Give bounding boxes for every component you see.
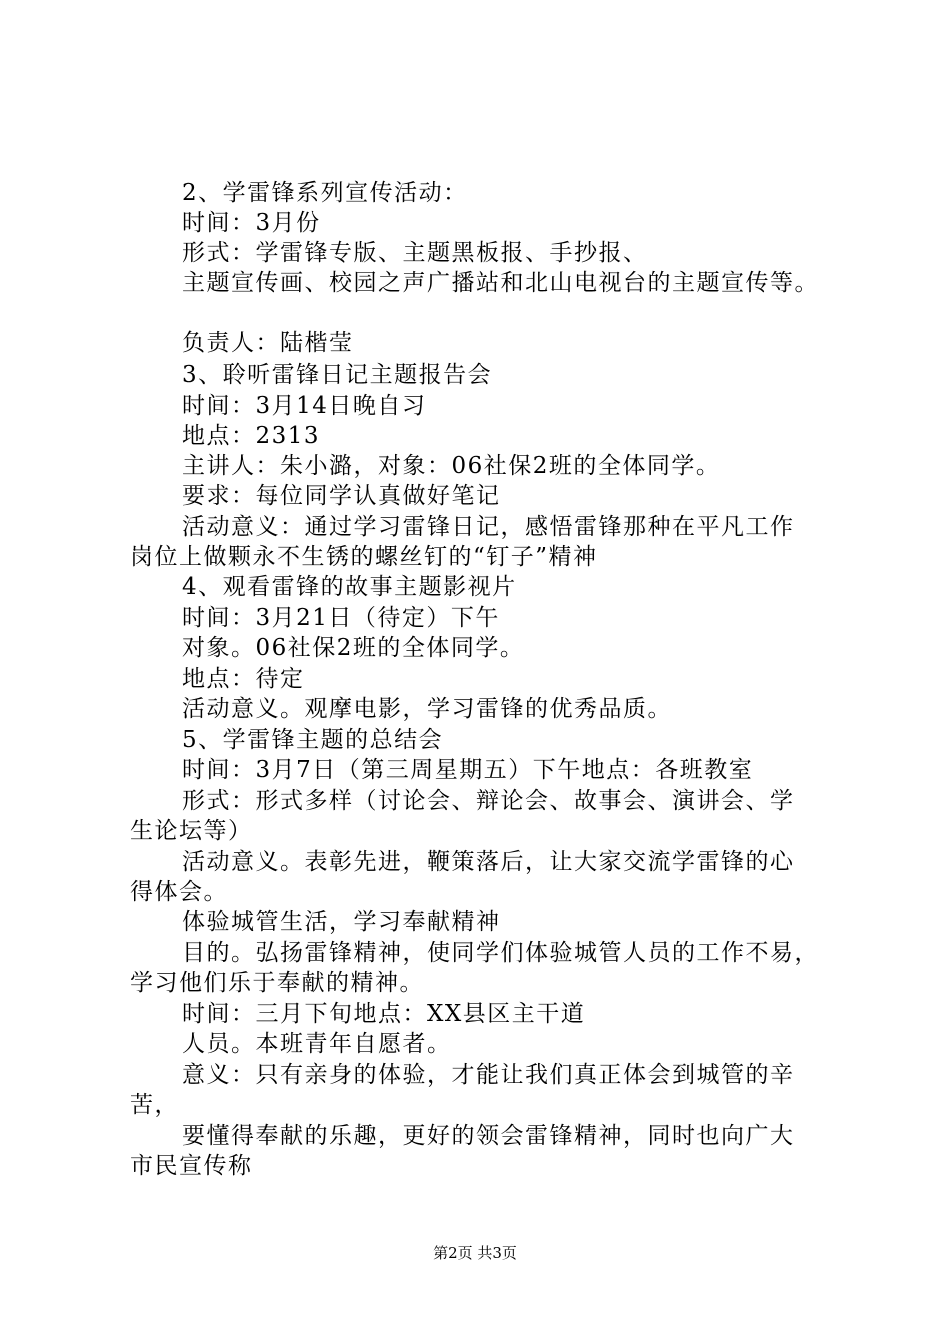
text-line: 岗位上做颗永不生锈的螺丝钉的“钉子”精神 (130, 544, 598, 570)
text-line: 形式：学雷锋专版、主题黑板报、手抄报、 (182, 240, 648, 266)
text-line: 5、学雷锋主题的总结会 (182, 727, 444, 753)
text-line: 4、观看雷锋的故事主题影视片 (182, 574, 517, 600)
text-line: 2、学雷锋系列宣传活动： (182, 180, 468, 206)
text-line: 形式：形式多样（讨论会、辩论会、故事会、演讲会、学 (182, 788, 795, 814)
text-line: 时间：三月下旬地点：XX县区主干道 (182, 1001, 586, 1027)
text-line: 地点：待定 (182, 666, 305, 692)
text-line: 负责人：陆楷莹 (182, 330, 354, 356)
text-line: 要懂得奉献的乐趣，更好的领会雷锋精神，同时也向广大 (182, 1123, 795, 1149)
text-line: 意义：只有亲身的体验，才能让我们真正体会到城管的辛 (182, 1062, 795, 1088)
text-line: 目的。弘扬雷锋精神，使同学们体验城管人员的工作不易， (182, 940, 819, 966)
text-line: 时间：3月14日晚自习 (182, 393, 427, 419)
text-line: 人员。本班青年自愿者。 (182, 1031, 452, 1057)
page-footer: 第2页 共3页 (433, 1244, 517, 1262)
text-line: 地点：2313 (182, 423, 321, 449)
text-line: 学习他们乐于奉献的精神。 (130, 970, 424, 996)
text-line: 对象。06社保2班的全体同学。 (182, 635, 525, 661)
text-line: 时间：3月7日（第三周星期五）下午地点：各班教室 (182, 757, 754, 783)
text-line: 苦， (130, 1092, 179, 1118)
text-line: 体验城管生活，学习奉献精神 (182, 909, 501, 935)
text-line: 生论坛等） (130, 818, 253, 844)
text-line: 活动意义。观摩电影，学习雷锋的优秀品质。 (182, 696, 672, 722)
text-line: 市民宣传称 (130, 1153, 253, 1179)
text-line: 3、聆听雷锋日记主题报告会 (182, 362, 493, 388)
text-line: 活动意义。表彰先进，鞭策落后，让大家交流学雷锋的心 (182, 849, 795, 875)
text-line: 活动意义：通过学习雷锋日记，感悟雷锋那种在平凡工作 (182, 514, 795, 540)
text-line: 得体会。 (130, 879, 228, 905)
text-line: 时间：3月21日（待定）下午 (182, 605, 500, 631)
text-line: 主题宣传画、校园之声广播站和北山电视台的主题宣传等。 (182, 270, 819, 296)
text-line: 要求：每位同学认真做好笔记 (182, 483, 501, 509)
text-line: 主讲人：朱小潞，对象：06社保2班的全体同学。 (182, 453, 721, 479)
text-line: 时间：3月份 (182, 210, 321, 236)
